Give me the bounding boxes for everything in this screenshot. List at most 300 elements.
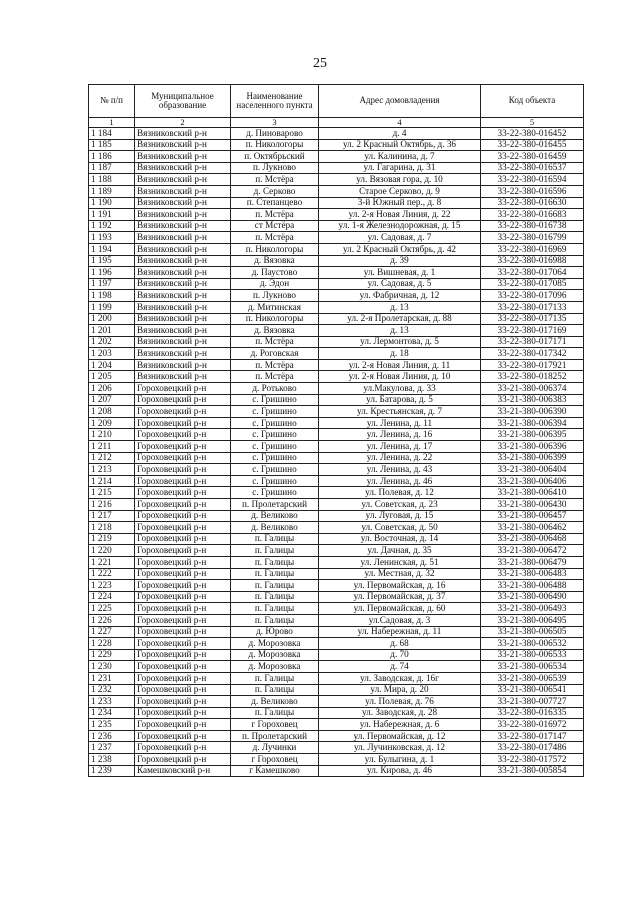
table-row: [89, 128, 584, 140]
row-number: 1 211: [89, 441, 135, 453]
row-locality: п. Никологоры: [231, 313, 319, 325]
row-municipality: Гороховецкий р-н: [135, 441, 231, 453]
row-object-code: 33-22-380-016683: [481, 209, 584, 221]
row-municipality: Гороховецкий р-н: [135, 417, 231, 429]
row-locality: д. Великово: [231, 522, 319, 534]
row-number: 1 234: [89, 707, 135, 719]
row-object-code: 33-22-380-017169: [481, 325, 584, 337]
row-address: д. 68: [319, 638, 481, 650]
row-municipality: Вязниковский р-н: [135, 220, 231, 232]
table-row: [89, 359, 584, 371]
table-row: [89, 243, 584, 255]
table-header: [89, 85, 584, 118]
table-row: [89, 765, 584, 777]
row-address: ул. Булыгина, д. 1: [319, 754, 481, 766]
row-object-code: 33-21-380-006533: [481, 649, 584, 661]
row-object-code: 33-22-380-016596: [481, 185, 584, 197]
row-municipality: Гороховецкий р-н: [135, 522, 231, 534]
row-municipality: Вязниковский р-н: [135, 313, 231, 325]
row-object-code: 33-21-380-006483: [481, 568, 584, 580]
row-object-code: 33-21-380-006383: [481, 394, 584, 406]
row-municipality: Гороховецкий р-н: [135, 499, 231, 511]
row-municipality: Вязниковский р-н: [135, 359, 231, 371]
row-locality: п. Галицы: [231, 580, 319, 592]
row-number: 1 191: [89, 209, 135, 221]
row-address: ул. Фабричная, д. 12: [319, 290, 481, 302]
row-municipality: Гороховецкий р-н: [135, 394, 231, 406]
row-number: 1 236: [89, 730, 135, 742]
row-municipality: Гороховецкий р-н: [135, 556, 231, 568]
row-municipality: Гороховецкий р-н: [135, 452, 231, 464]
table-row: [89, 301, 584, 313]
row-municipality: Гороховецкий р-н: [135, 649, 231, 661]
row-municipality: Гороховецкий р-н: [135, 568, 231, 580]
row-municipality: Гороховецкий р-н: [135, 730, 231, 742]
row-locality: г Камешково: [231, 765, 319, 777]
row-locality: с. Гришино: [231, 487, 319, 499]
row-number: 1 189: [89, 185, 135, 197]
page-number: 25: [313, 56, 327, 71]
row-municipality: Гороховецкий р-н: [135, 580, 231, 592]
row-municipality: Вязниковский р-н: [135, 243, 231, 255]
row-locality: п. Мстёра: [231, 336, 319, 348]
table-row: [89, 649, 584, 661]
row-number: 1 201: [89, 325, 135, 337]
row-municipality: Вязниковский р-н: [135, 371, 231, 383]
row-locality: п. Октябрьский: [231, 151, 319, 163]
row-address: ул. Заводская, д. 28: [319, 707, 481, 719]
row-locality: д. Лучинки: [231, 742, 319, 754]
row-object-code: 33-22-380-016537: [481, 162, 584, 174]
row-locality: п. Мстёра: [231, 371, 319, 383]
row-object-code: 33-22-380-017342: [481, 348, 584, 360]
row-municipality: Вязниковский р-н: [135, 174, 231, 186]
row-number: 1 198: [89, 290, 135, 302]
row-number: 1 232: [89, 684, 135, 696]
row-number: 1 216: [89, 499, 135, 511]
row-number: 1 188: [89, 174, 135, 186]
row-object-code: 33-22-380-018252: [481, 371, 584, 383]
row-address: ул. Восточная, д. 14: [319, 533, 481, 545]
header-municipality: Муниципальное образование: [135, 85, 231, 118]
row-locality: п. Галицы: [231, 707, 319, 719]
row-address: ул. Калинина, д. 7: [319, 151, 481, 163]
row-number: 1 187: [89, 162, 135, 174]
row-locality: п. Пролетарский: [231, 730, 319, 742]
row-municipality: Вязниковский р-н: [135, 209, 231, 221]
row-locality: п. Степанцево: [231, 197, 319, 209]
row-address: ул. Советская, д. 50: [319, 522, 481, 534]
row-number: 1 207: [89, 394, 135, 406]
row-municipality: Гороховецкий р-н: [135, 614, 231, 626]
row-object-code: 33-21-380-006532: [481, 638, 584, 650]
row-locality: п. Мстёра: [231, 174, 319, 186]
table-body: [89, 128, 584, 777]
table-row: [89, 672, 584, 684]
row-municipality: Вязниковский р-н: [135, 348, 231, 360]
row-locality: ст Мстёра: [231, 220, 319, 232]
row-address: д. 39: [319, 255, 481, 267]
row-municipality: Гороховецкий р-н: [135, 754, 231, 766]
row-locality: д. Вязовка: [231, 325, 319, 337]
row-locality: д. Морозовка: [231, 638, 319, 650]
row-number: 1 200: [89, 313, 135, 325]
row-municipality: Гороховецкий р-н: [135, 406, 231, 418]
row-number: 1 222: [89, 568, 135, 580]
header-address: Адрес домовладения: [319, 85, 481, 118]
row-object-code: 33-21-380-006390: [481, 406, 584, 418]
row-municipality: Вязниковский р-н: [135, 325, 231, 337]
row-address: ул. Ленина, д. 16: [319, 429, 481, 441]
row-address: ул. 2-я Новая Линия, д. 11: [319, 359, 481, 371]
row-municipality: Вязниковский р-н: [135, 336, 231, 348]
row-locality: п. Мстёра: [231, 232, 319, 244]
row-locality: с. Гришино: [231, 475, 319, 487]
row-object-code: 33-21-380-005854: [481, 765, 584, 777]
table-row: [89, 255, 584, 267]
table-row: [89, 742, 584, 754]
row-number: 1 202: [89, 336, 135, 348]
row-address: ул. Кирова, д. 46: [319, 765, 481, 777]
row-number: 1 218: [89, 522, 135, 534]
table-row: [89, 267, 584, 279]
table-row: [89, 325, 584, 337]
row-address: ул. Набережная, д. 11: [319, 626, 481, 638]
row-object-code: 33-22-380-016335: [481, 707, 584, 719]
row-municipality: Вязниковский р-н: [135, 232, 231, 244]
row-address: ул. 2-я Пролетарская, д. 88: [319, 313, 481, 325]
row-locality: д. Паустово: [231, 267, 319, 279]
row-address: ул. 1-я Железнодорожная, д. 15: [319, 220, 481, 232]
table-row: [89, 510, 584, 522]
row-number: 1 223: [89, 580, 135, 592]
row-object-code: 33-21-380-006505: [481, 626, 584, 638]
row-locality: п. Галицы: [231, 545, 319, 557]
table-row: [89, 441, 584, 453]
row-address: д. 18: [319, 348, 481, 360]
row-locality: д. Великово: [231, 696, 319, 708]
row-locality: п. Галицы: [231, 614, 319, 626]
row-municipality: Гороховецкий р-н: [135, 626, 231, 638]
row-number: 1 219: [89, 533, 135, 545]
table-row: [89, 452, 584, 464]
row-object-code: 33-21-380-006493: [481, 603, 584, 615]
row-locality: п. Пролетарский: [231, 499, 319, 511]
table-row: [89, 603, 584, 615]
row-locality: п. Галицы: [231, 672, 319, 684]
row-address: ул. Ленина, д. 22: [319, 452, 481, 464]
row-number: 1 185: [89, 139, 135, 151]
row-locality: г Гороховец: [231, 754, 319, 766]
row-object-code: 33-21-380-006479: [481, 556, 584, 568]
table-row: [89, 545, 584, 557]
table-row: [89, 383, 584, 395]
row-address: ул. Первомайская, д. 16: [319, 580, 481, 592]
row-municipality: Вязниковский р-н: [135, 255, 231, 267]
row-address: д. 70: [319, 649, 481, 661]
row-municipality: Вязниковский р-н: [135, 151, 231, 163]
row-object-code: 33-21-380-006462: [481, 522, 584, 534]
row-municipality: Гороховецкий р-н: [135, 638, 231, 650]
row-address: ул. Первомайская, д. 60: [319, 603, 481, 615]
column-number: 4: [319, 118, 481, 128]
table-row: [89, 348, 584, 360]
column-number: 2: [135, 118, 231, 128]
row-municipality: Гороховецкий р-н: [135, 696, 231, 708]
table-row: [89, 394, 584, 406]
table-row: [89, 533, 584, 545]
row-object-code: 33-21-380-006406: [481, 475, 584, 487]
row-number: 1 194: [89, 243, 135, 255]
row-address: ул. Ленина, д. 43: [319, 464, 481, 476]
row-address: д. 13: [319, 301, 481, 313]
table-row: [89, 730, 584, 742]
row-number: 1 221: [89, 556, 135, 568]
row-address: ул. Ленинская, д. 51: [319, 556, 481, 568]
row-object-code: 33-21-380-006430: [481, 499, 584, 511]
row-object-code: 33-21-380-006488: [481, 580, 584, 592]
table-row: [89, 278, 584, 290]
row-object-code: 33-22-380-016594: [481, 174, 584, 186]
table-row: [89, 139, 584, 151]
row-address: д. 13: [319, 325, 481, 337]
table-row: [89, 174, 584, 186]
row-object-code: 33-21-380-006404: [481, 464, 584, 476]
table-row: [89, 475, 584, 487]
row-object-code: 33-21-380-006468: [481, 533, 584, 545]
row-number: 1 195: [89, 255, 135, 267]
row-number: 1 193: [89, 232, 135, 244]
row-number: 1 208: [89, 406, 135, 418]
row-object-code: 33-21-380-006495: [481, 614, 584, 626]
row-address: ул.Макулова, д. 33: [319, 383, 481, 395]
row-address: ул. Садовая, д. 5: [319, 278, 481, 290]
row-object-code: 33-22-380-017572: [481, 754, 584, 766]
row-address: ул. Гагарина, д. 31: [319, 162, 481, 174]
row-number: 1 199: [89, 301, 135, 313]
row-address: ул. Вязовая гора, д. 10: [319, 174, 481, 186]
row-locality: с. Гришино: [231, 464, 319, 476]
row-address: ул. Полевая, д. 76: [319, 696, 481, 708]
row-locality: с. Гришино: [231, 441, 319, 453]
row-address: ул. Заводская, д. 16г: [319, 672, 481, 684]
row-address: ул. Луговая, д. 15: [319, 510, 481, 522]
row-number: 1 203: [89, 348, 135, 360]
table-row: [89, 290, 584, 302]
table-row: [89, 556, 584, 568]
row-object-code: 33-22-380-016799: [481, 232, 584, 244]
row-locality: п. Галицы: [231, 556, 319, 568]
row-address: д. 74: [319, 661, 481, 673]
row-locality: с. Гришино: [231, 417, 319, 429]
row-locality: д. Юрово: [231, 626, 319, 638]
row-object-code: 33-21-380-006399: [481, 452, 584, 464]
row-address: ул. Ленина, д. 46: [319, 475, 481, 487]
row-locality: п. Галицы: [231, 533, 319, 545]
row-number: 1 220: [89, 545, 135, 557]
column-number-row: [89, 118, 584, 128]
table-row: [89, 162, 584, 174]
row-address: ул. Набережная, д. 6: [319, 719, 481, 731]
table-row: [89, 684, 584, 696]
row-number: 1 186: [89, 151, 135, 163]
row-number: 1 209: [89, 417, 135, 429]
row-object-code: 33-22-380-017486: [481, 742, 584, 754]
table-row: [89, 522, 584, 534]
row-object-code: 33-22-380-017171: [481, 336, 584, 348]
row-number: 1 210: [89, 429, 135, 441]
row-number: 1 205: [89, 371, 135, 383]
row-municipality: Вязниковский р-н: [135, 290, 231, 302]
row-locality: д. Пиноварово: [231, 128, 319, 140]
row-locality: п. Мстёра: [231, 359, 319, 371]
table-row: [89, 151, 584, 163]
row-object-code: 33-22-380-016969: [481, 243, 584, 255]
row-object-code: 33-21-380-006394: [481, 417, 584, 429]
header-object-code: Код объекта: [481, 85, 584, 118]
row-number: 1 215: [89, 487, 135, 499]
row-number: 1 238: [89, 754, 135, 766]
registry-table: [88, 84, 584, 777]
header-number: № п/п: [89, 85, 135, 118]
table-row: [89, 220, 584, 232]
row-municipality: Гороховецкий р-н: [135, 383, 231, 395]
row-object-code: 33-22-380-017085: [481, 278, 584, 290]
table-row: [89, 197, 584, 209]
row-number: 1 184: [89, 128, 135, 140]
row-object-code: 33-21-380-006410: [481, 487, 584, 499]
table-row: [89, 429, 584, 441]
row-object-code: 33-22-380-016988: [481, 255, 584, 267]
row-object-code: 33-21-380-006472: [481, 545, 584, 557]
row-number: 1 228: [89, 638, 135, 650]
table-row: [89, 487, 584, 499]
row-municipality: Вязниковский р-н: [135, 267, 231, 279]
row-address: ул. Садовая, д. 7: [319, 232, 481, 244]
row-municipality: Вязниковский р-н: [135, 139, 231, 151]
row-number: 1 204: [89, 359, 135, 371]
row-address: ул. Лучинковская, д. 12: [319, 742, 481, 754]
row-address: ул. Ленина, д. 11: [319, 417, 481, 429]
table-row: [89, 185, 584, 197]
row-municipality: Гороховецкий р-н: [135, 603, 231, 615]
table-row: [89, 661, 584, 673]
row-object-code: 33-22-380-016630: [481, 197, 584, 209]
row-locality: п. Мстёра: [231, 209, 319, 221]
column-number: 5: [481, 118, 584, 128]
table-row: [89, 719, 584, 731]
row-address: Старое Серково, д. 9: [319, 185, 481, 197]
row-object-code: 33-22-380-016459: [481, 151, 584, 163]
row-locality: д. Серково: [231, 185, 319, 197]
row-number: 1 226: [89, 614, 135, 626]
row-object-code: 33-21-380-006539: [481, 672, 584, 684]
row-municipality: Вязниковский р-н: [135, 162, 231, 174]
row-municipality: Вязниковский р-н: [135, 185, 231, 197]
row-number: 1 227: [89, 626, 135, 638]
row-address: ул. Дачная, д. 35: [319, 545, 481, 557]
row-municipality: Гороховецкий р-н: [135, 719, 231, 731]
row-address: ул. Полевая, д. 12: [319, 487, 481, 499]
row-municipality: Гороховецкий р-н: [135, 429, 231, 441]
row-address: ул. Советская, д. 23: [319, 499, 481, 511]
row-municipality: Гороховецкий р-н: [135, 533, 231, 545]
row-number: 1 212: [89, 452, 135, 464]
row-object-code: 33-22-380-017921: [481, 359, 584, 371]
table-row: [89, 417, 584, 429]
row-address: ул. 2-я Новая Линия, д. 22: [319, 209, 481, 221]
row-address: ул. 2 Красный Октябрь, д. 36: [319, 139, 481, 151]
row-number: 1 233: [89, 696, 135, 708]
row-municipality: Вязниковский р-н: [135, 301, 231, 313]
row-number: 1 192: [89, 220, 135, 232]
row-locality: д. Морозовка: [231, 661, 319, 673]
row-object-code: 33-21-380-006396: [481, 441, 584, 453]
row-municipality: Гороховецкий р-н: [135, 707, 231, 719]
row-address: ул. Местная, д. 32: [319, 568, 481, 580]
row-object-code: 33-22-380-016452: [481, 128, 584, 140]
row-object-code: 33-22-380-017064: [481, 267, 584, 279]
row-locality: п. Никологоры: [231, 139, 319, 151]
table-row: [89, 696, 584, 708]
table-row: [89, 591, 584, 603]
row-locality: д. Вязовка: [231, 255, 319, 267]
table-row: [89, 626, 584, 638]
row-number: 1 213: [89, 464, 135, 476]
row-locality: д. Эдон: [231, 278, 319, 290]
row-address: 3-й Южный пер., д. 8: [319, 197, 481, 209]
row-municipality: Гороховецкий р-н: [135, 545, 231, 557]
row-locality: п. Галицы: [231, 603, 319, 615]
row-object-code: 33-22-380-017133: [481, 301, 584, 313]
table-row: [89, 580, 584, 592]
row-object-code: 33-21-380-006534: [481, 661, 584, 673]
row-number: 1 231: [89, 672, 135, 684]
table-row: [89, 209, 584, 221]
row-number: 1 206: [89, 383, 135, 395]
table-row: [89, 568, 584, 580]
row-object-code: 33-22-380-017147: [481, 730, 584, 742]
row-object-code: 33-21-380-006457: [481, 510, 584, 522]
row-number: 1 214: [89, 475, 135, 487]
row-number: 1 197: [89, 278, 135, 290]
table-row: [89, 232, 584, 244]
row-municipality: Гороховецкий р-н: [135, 684, 231, 696]
row-locality: п. Никологоры: [231, 243, 319, 255]
table-row: [89, 707, 584, 719]
row-locality: д. Роговская: [231, 348, 319, 360]
row-address: ул.Садовая, д. 3: [319, 614, 481, 626]
row-address: ул. Вишневая, д. 1: [319, 267, 481, 279]
row-locality: д. Великово: [231, 510, 319, 522]
table-row: [89, 313, 584, 325]
row-locality: д. Митинская: [231, 301, 319, 313]
row-municipality: Камешковский р-н: [135, 765, 231, 777]
row-number: 1 217: [89, 510, 135, 522]
row-object-code: 33-21-380-006374: [481, 383, 584, 395]
row-municipality: Вязниковский р-н: [135, 197, 231, 209]
row-object-code: 33-22-380-017096: [481, 290, 584, 302]
row-municipality: Вязниковский р-н: [135, 128, 231, 140]
row-locality: д. Ротьково: [231, 383, 319, 395]
row-locality: п. Лукново: [231, 290, 319, 302]
row-object-code: 33-22-380-016455: [481, 139, 584, 151]
row-number: 1 237: [89, 742, 135, 754]
row-address: д. 4: [319, 128, 481, 140]
table-row: [89, 371, 584, 383]
row-address: ул. 2 Красный Октябрь, д. 42: [319, 243, 481, 255]
row-object-code: 33-22-380-016972: [481, 719, 584, 731]
